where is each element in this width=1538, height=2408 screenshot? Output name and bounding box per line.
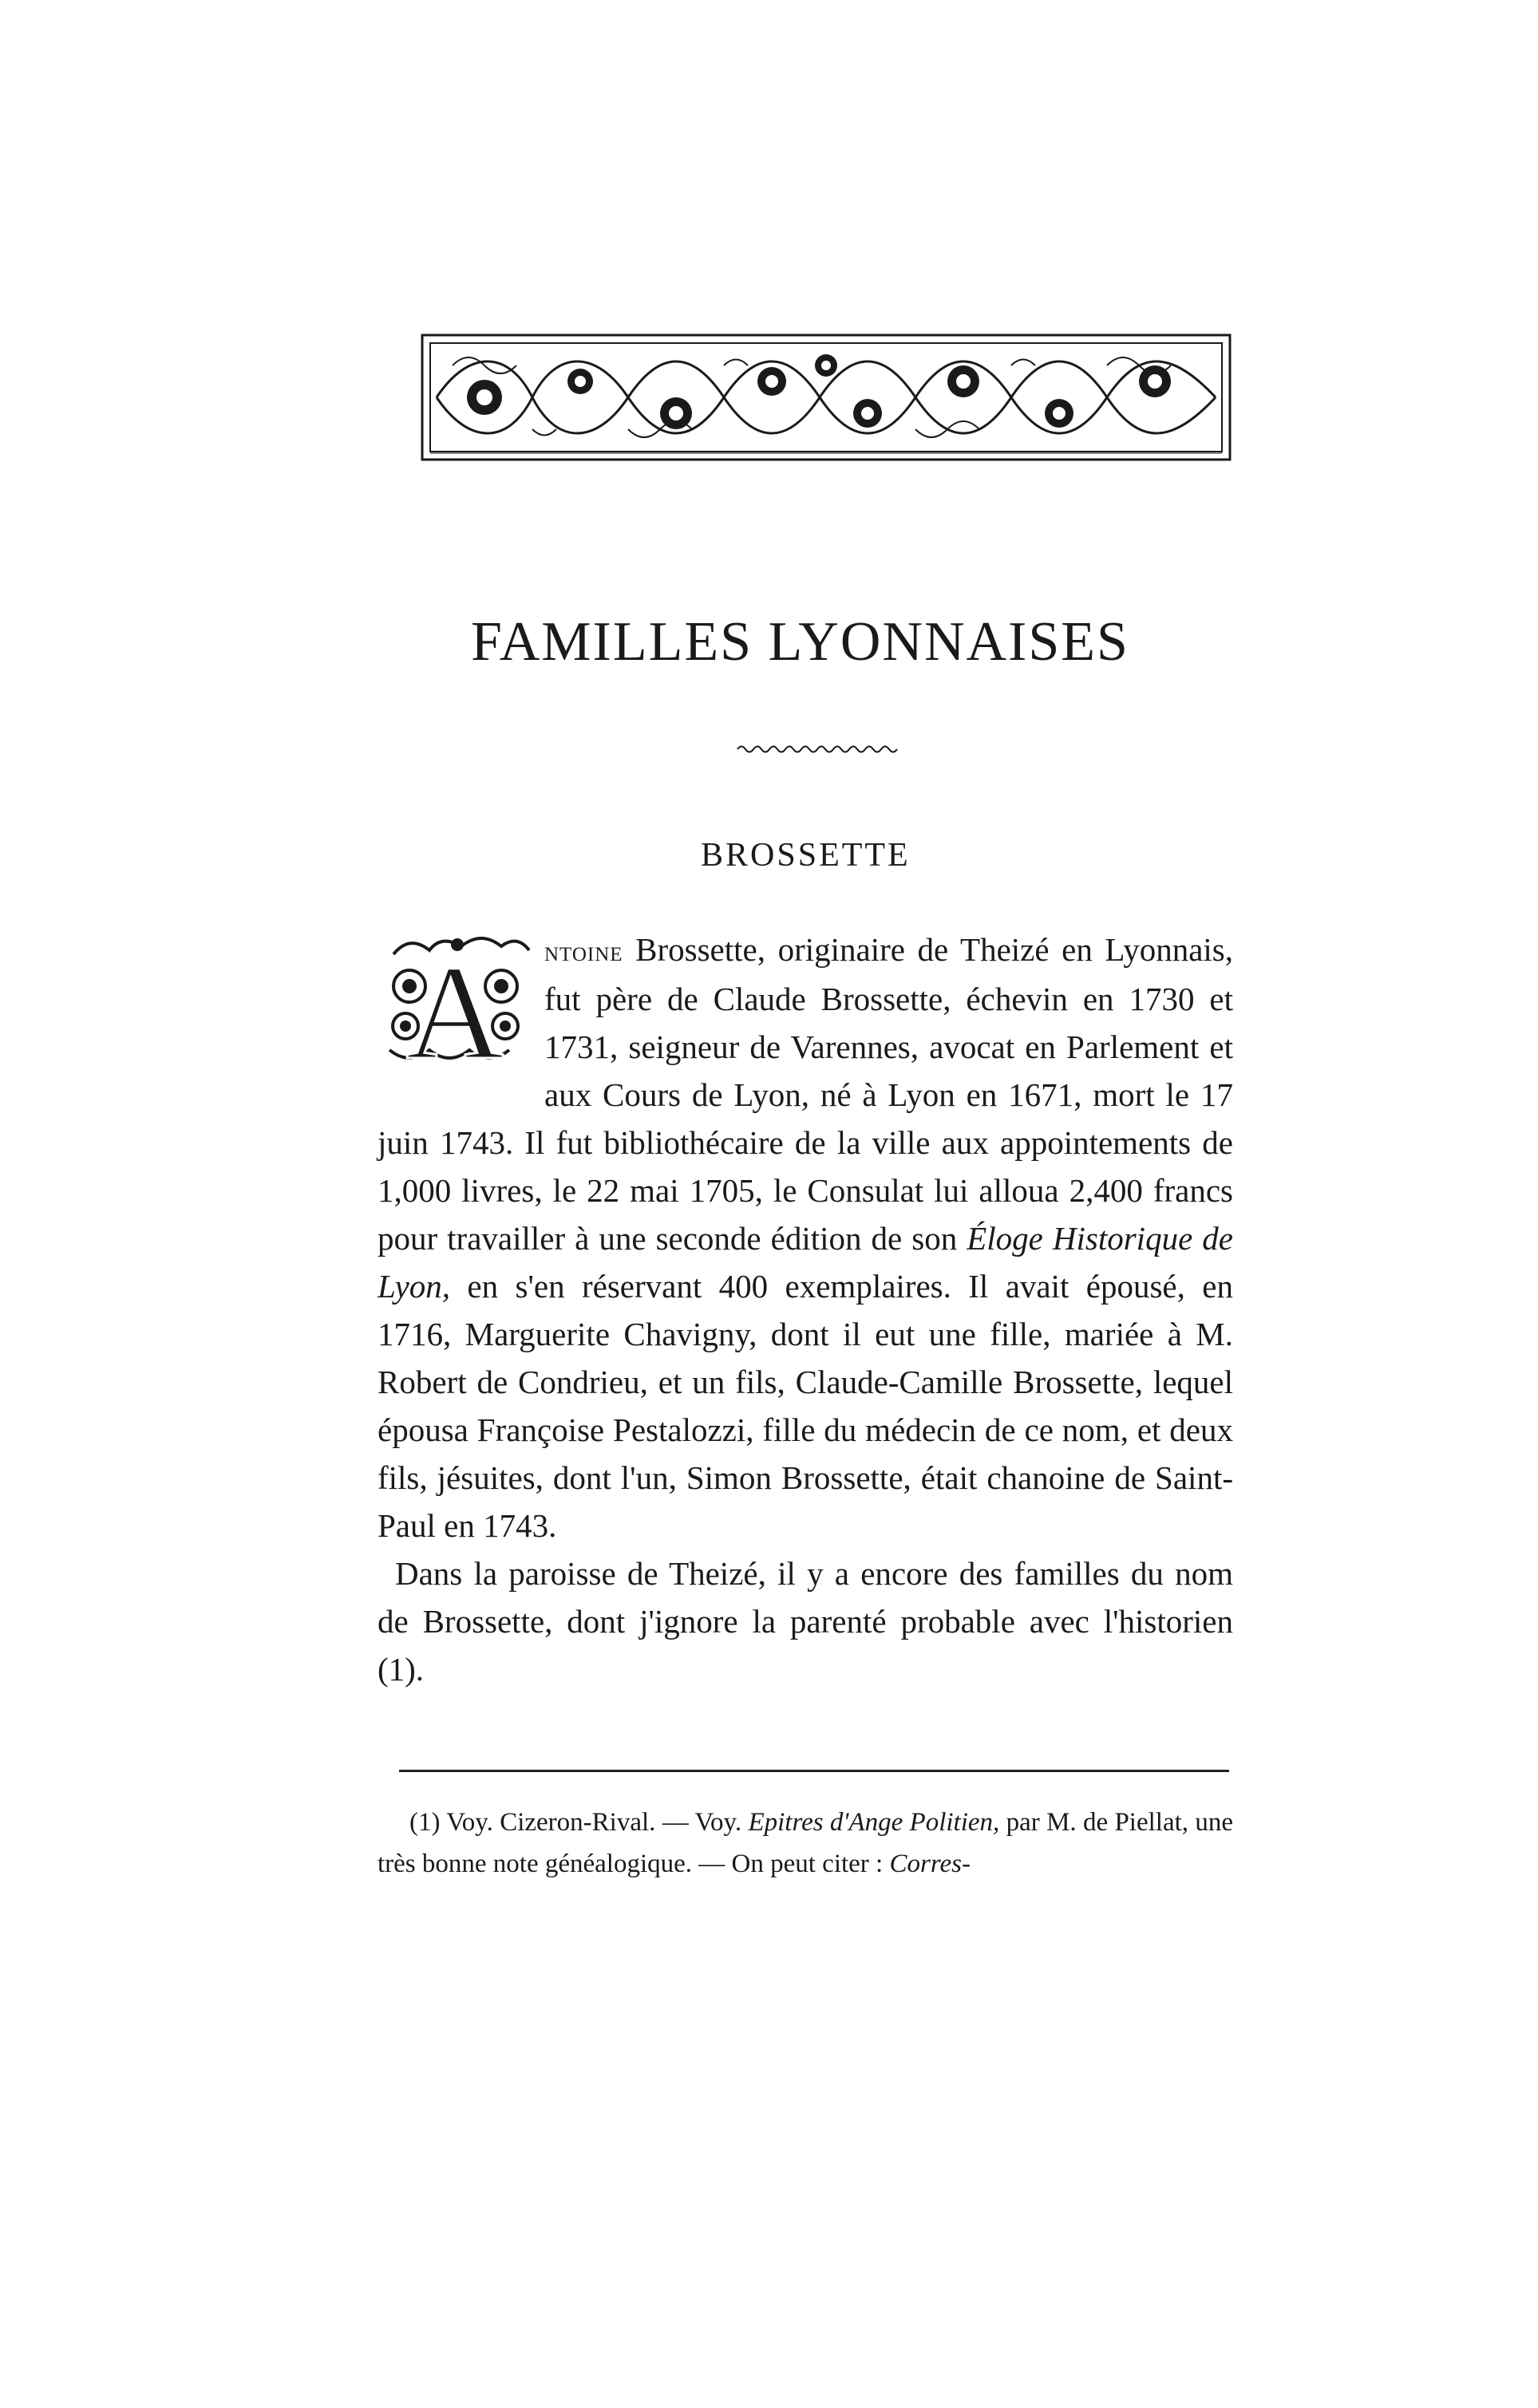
dropcap-letter: A <box>405 938 504 1072</box>
paragraph-2: Dans la paroisse de Theizé, il y a encore des familles du nom de Brossette, dont j'ignore la parenté probable avec l'historien (1). <box>378 1555 1233 1688</box>
footnote-text-1: (1) Voy. Cizeron-Rival. — Voy. <box>409 1808 749 1837</box>
footnote <box>378 1802 1233 1885</box>
lead-word: ntoine <box>544 935 623 967</box>
section-heading: BROSSETTE <box>701 837 911 874</box>
footnote-divider <box>399 1770 1229 1772</box>
paragraph-1-text-b: en s'en réservant 400 exemplaires. Il avait épousé, en 1716, Marguerite Chavigny, dont il eut une fille, mariée à M. Robert de Condrieu, et un fils, Claude-Camille Brossette, lequel épousa Françoise Pestalozzi, fille du médecin de ce nom, et deux fils, jésuites, dont l'un, Simon Brossette, était chanoine de Saint-Paul en 1743. <box>378 1268 1233 1544</box>
ornamental-headpiece <box>421 334 1232 461</box>
decorated-initial <box>378 930 533 1072</box>
book-title-italic: Éloge Historique de Lyon, <box>378 1220 1233 1305</box>
footnote-italic-2: Corres- <box>889 1849 971 1878</box>
wavy-ornament-rule <box>736 742 903 756</box>
paragraph-1-text-a: Brossette, originaire de Theizé en Lyonnais, fut père de Claude Brossette, échevin en 1730 et 1731, seigneur de Varennes, avocat en Parlement et aux Cours de Lyon, né à Lyon en 1671, mort le 17 juin 1743. Il fut bibliothécaire de la ville aux appointements de 1,000 livres, le 22 mai 1705, le Consulat lui alloua 2,400 francs pour travailler à une seconde édition de son <box>378 931 1233 1257</box>
paragraph-1 <box>378 926 1233 1549</box>
footnote-text-2: par M. de Piellat, une très bonne note généalogique. — On peut citer : <box>378 1808 1233 1878</box>
footnote-italic-1: Epitres d'Ange Politien, <box>748 1808 1000 1837</box>
article-body <box>378 926 1233 1693</box>
